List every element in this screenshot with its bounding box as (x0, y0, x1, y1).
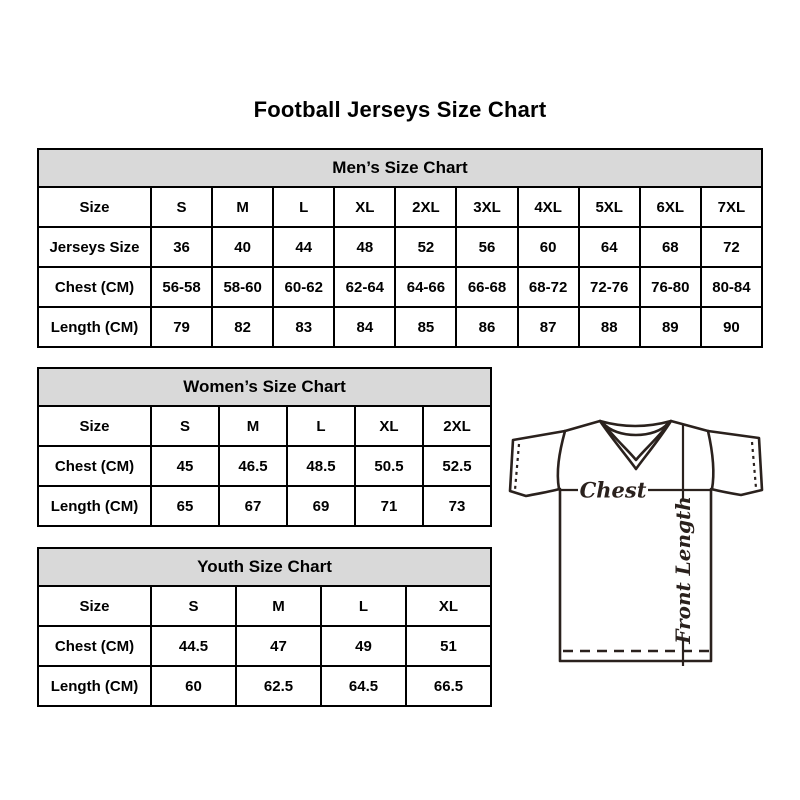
right-armhole-seam (708, 431, 713, 489)
data-cell: 82 (212, 307, 273, 347)
data-cell: 51 (406, 626, 491, 666)
data-cell: 45 (151, 446, 219, 486)
row-header-cell: Length (CM) (38, 307, 151, 347)
data-cell: S (151, 586, 236, 626)
data-cell: 84 (334, 307, 395, 347)
chest-label: Chest (579, 477, 647, 503)
left-armhole-seam (558, 431, 565, 489)
data-cell: 87 (518, 307, 579, 347)
data-cell: 5XL (579, 187, 640, 227)
row-header-cell: Chest (CM) (38, 446, 151, 486)
data-cell: 73 (423, 486, 491, 526)
data-cell: 48.5 (287, 446, 355, 486)
left-cuff-dash (515, 444, 519, 490)
table-row (38, 626, 491, 666)
data-cell: 52.5 (423, 446, 491, 486)
front-length-label: Front Length (671, 496, 695, 644)
data-cell: 89 (640, 307, 701, 347)
data-cell: 64.5 (321, 666, 406, 706)
data-cell: 71 (355, 486, 423, 526)
data-cell: 2XL (395, 187, 456, 227)
data-cell: XL (334, 187, 395, 227)
collar-mid-v (602, 422, 670, 460)
table-row (38, 666, 491, 706)
data-cell: 36 (151, 227, 212, 267)
data-cell: 65 (151, 486, 219, 526)
data-cell: 50.5 (355, 446, 423, 486)
row-header-cell: Chest (CM) (38, 267, 151, 307)
data-cell: 76-80 (640, 267, 701, 307)
data-cell: 60-62 (273, 267, 334, 307)
data-cell: 64 (579, 227, 640, 267)
data-cell: 67 (219, 486, 287, 526)
table-row (38, 486, 491, 526)
data-cell: 85 (395, 307, 456, 347)
data-cell: 56-58 (151, 267, 212, 307)
table-row (38, 446, 491, 486)
data-cell: 44.5 (151, 626, 236, 666)
row-header-cell: Size (38, 586, 151, 626)
data-cell: 62-64 (334, 267, 395, 307)
data-cell: 47 (236, 626, 321, 666)
data-cell: XL (355, 406, 423, 446)
data-cell: 72 (701, 227, 762, 267)
data-cell: 66-68 (456, 267, 517, 307)
data-cell: 49 (321, 626, 406, 666)
data-cell: L (287, 406, 355, 446)
data-cell: 44 (273, 227, 334, 267)
data-cell: 60 (518, 227, 579, 267)
table-row (38, 267, 762, 307)
mens-table-title: Men’s Size Chart (38, 149, 762, 187)
data-cell: 56 (456, 227, 517, 267)
data-cell: M (212, 187, 273, 227)
data-cell: 80-84 (701, 267, 762, 307)
jersey-measurement-diagram (503, 398, 771, 674)
table-row (38, 187, 762, 227)
data-cell: 60 (151, 666, 236, 706)
row-header-cell: Length (CM) (38, 666, 151, 706)
data-cell: 69 (287, 486, 355, 526)
page-title: Football Jerseys Size Chart (253, 97, 547, 122)
data-cell: 86 (456, 307, 517, 347)
row-header-cell: Chest (CM) (38, 626, 151, 666)
data-cell: 7XL (701, 187, 762, 227)
data-cell: 52 (395, 227, 456, 267)
data-cell: M (236, 586, 321, 626)
row-header-cell: Length (CM) (38, 486, 151, 526)
data-cell: XL (406, 586, 491, 626)
table-row (38, 406, 491, 446)
data-cell: 68-72 (518, 267, 579, 307)
data-cell: 2XL (423, 406, 491, 446)
womens-size-table (37, 367, 492, 527)
youth-table-title: Youth Size Chart (38, 548, 491, 586)
data-cell: 62.5 (236, 666, 321, 706)
row-header-cell: Size (38, 406, 151, 446)
data-cell: 83 (273, 307, 334, 347)
table-row (38, 586, 491, 626)
data-cell: 46.5 (219, 446, 287, 486)
data-cell: L (273, 187, 334, 227)
data-cell: S (151, 406, 219, 446)
data-cell: 3XL (456, 187, 517, 227)
data-cell: 4XL (518, 187, 579, 227)
data-cell: 48 (334, 227, 395, 267)
data-cell: 66.5 (406, 666, 491, 706)
womens-table-title: Women’s Size Chart (38, 368, 491, 406)
jersey-outline-icon (510, 421, 762, 661)
table-row (38, 227, 762, 267)
row-header-cell: Jerseys Size (38, 227, 151, 267)
mens-size-table (37, 148, 763, 348)
data-cell: 90 (701, 307, 762, 347)
data-cell: 40 (212, 227, 273, 267)
data-cell: L (321, 586, 406, 626)
data-cell: S (151, 187, 212, 227)
data-cell: M (219, 406, 287, 446)
table-row (38, 307, 762, 347)
row-header-cell: Size (38, 187, 151, 227)
data-cell: 6XL (640, 187, 701, 227)
data-cell: 88 (579, 307, 640, 347)
data-cell: 68 (640, 227, 701, 267)
right-cuff-dash (752, 442, 756, 488)
data-cell: 72-76 (579, 267, 640, 307)
data-cell: 79 (151, 307, 212, 347)
data-cell: 58-60 (212, 267, 273, 307)
data-cell: 64-66 (395, 267, 456, 307)
youth-size-table (37, 547, 492, 707)
